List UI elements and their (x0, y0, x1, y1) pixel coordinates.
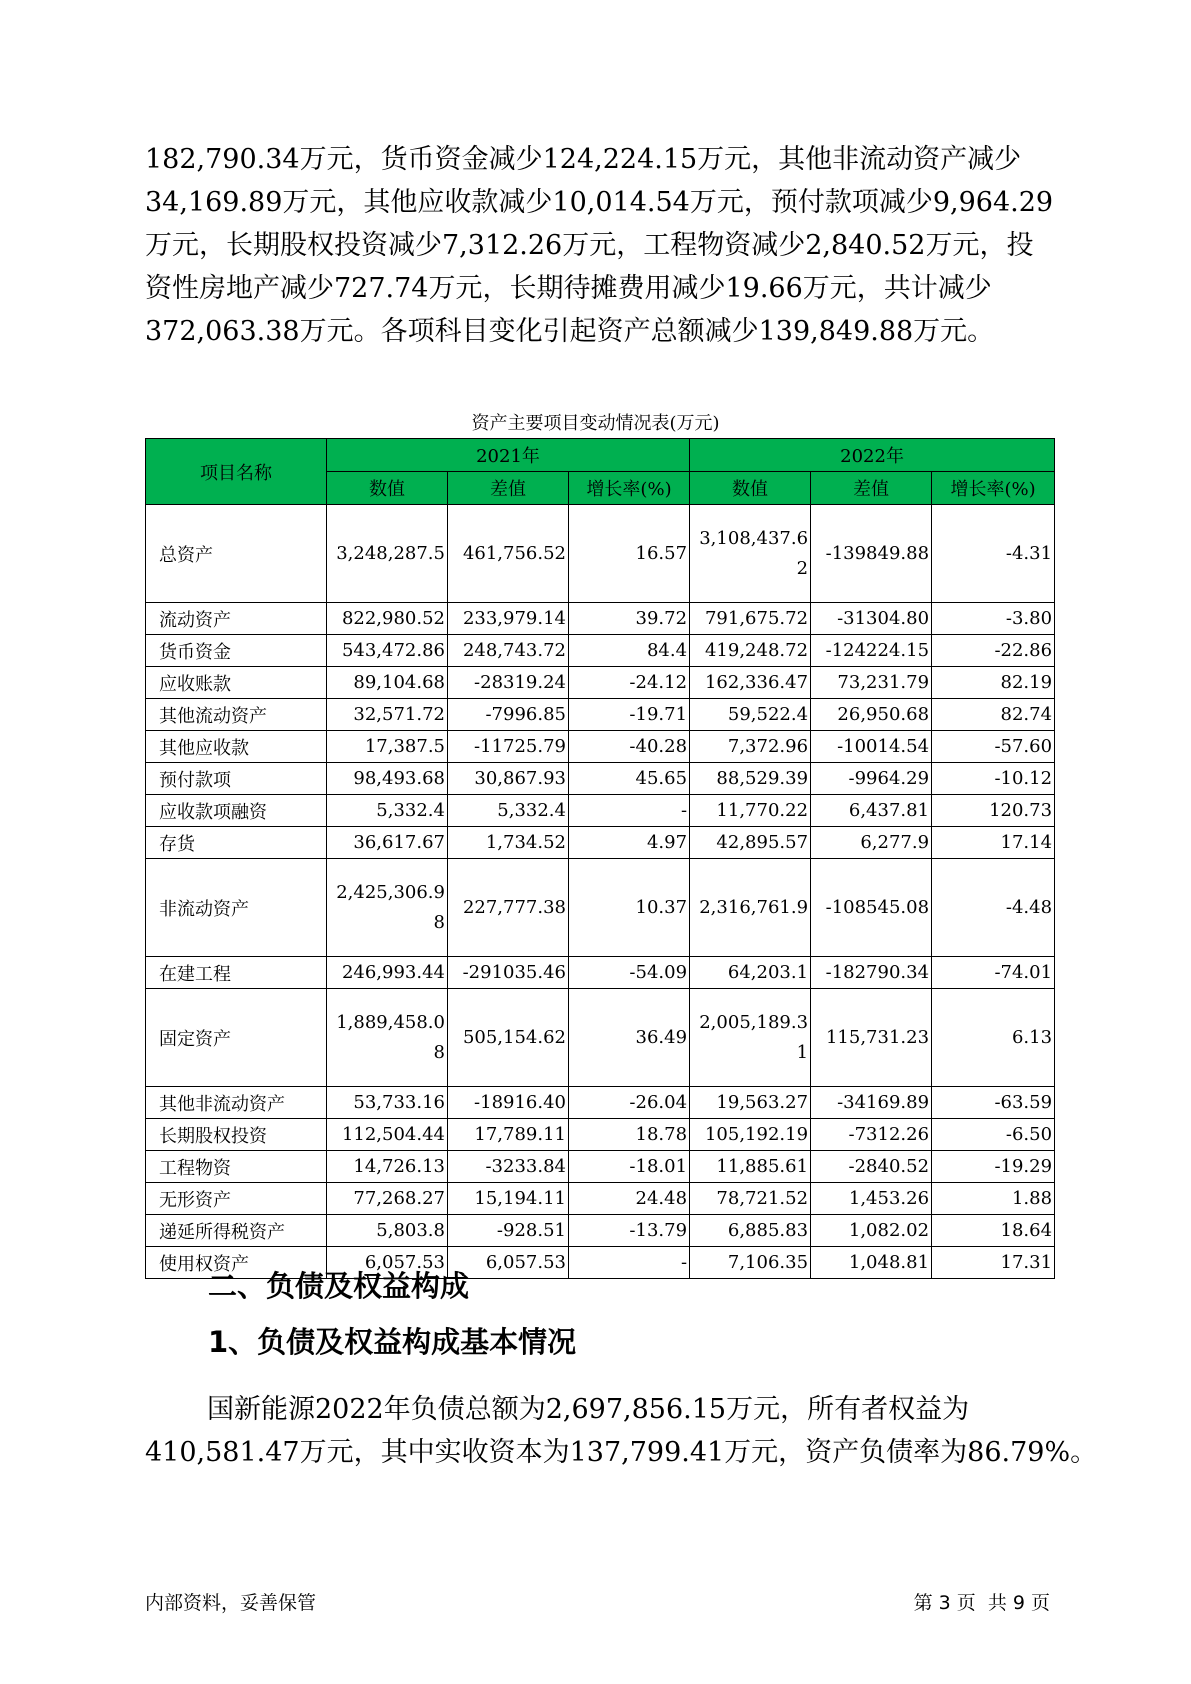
row-value-cell: -6.50 (932, 1119, 1055, 1151)
header-year-2022: 2022年 (690, 439, 1055, 472)
paragraph-line: 182,790.34万元，货币资金减少124,224.15万元，其他非流动资产减少 (145, 144, 1022, 175)
paragraph-line: 国新能源2022年负债总额为2,697,856.15万元，所有者权益为 (207, 1394, 970, 1425)
paragraph-line: 372,063.38万元。各项科目变化引起资产总额减少139,849.88万元。 (145, 316, 995, 347)
row-value-cell: 505,154.62 (448, 989, 569, 1087)
row-value-cell: 59,522.4 (690, 699, 811, 731)
table-row (146, 827, 1055, 859)
row-value-cell: -9964.29 (811, 763, 932, 795)
row-value-cell: -4.31 (932, 505, 1055, 603)
row-value-cell: -22.86 (932, 635, 1055, 667)
row-value-cell: 32,571.72 (327, 699, 448, 731)
row-value-cell: 10.37 (569, 859, 690, 957)
row-value-cell: 30,867.93 (448, 763, 569, 795)
section-heading: 二、负债及权益构成 (208, 1269, 470, 1303)
table-row (146, 1087, 1055, 1119)
row-value-cell: 5,803.8 (327, 1215, 448, 1247)
row-value-cell: 64,203.1 (690, 957, 811, 989)
row-value-cell: 822,980.52 (327, 603, 448, 635)
row-item-name: 流动资产 (146, 603, 327, 635)
table-row (146, 505, 1055, 603)
row-value-cell: 543,472.86 (327, 635, 448, 667)
row-value-cell: -3233.84 (448, 1151, 569, 1183)
header-growth-rate: 增长率(%) (569, 472, 690, 505)
row-value-cell: -7312.26 (811, 1119, 932, 1151)
row-value-cell: 461,756.52 (448, 505, 569, 603)
row-value-cell: 36.49 (569, 989, 690, 1087)
row-item-name: 总资产 (146, 505, 327, 603)
row-value-cell: 18.78 (569, 1119, 690, 1151)
table-row (146, 699, 1055, 731)
row-value-cell: -124224.15 (811, 635, 932, 667)
row-value-cell: -2840.52 (811, 1151, 932, 1183)
row-value-cell: 82.19 (932, 667, 1055, 699)
paragraph-line: 万元，长期股权投资减少7,312.26万元，工程物资减少2,840.52万元，投 (145, 230, 1034, 261)
row-value-cell: 17.14 (932, 827, 1055, 859)
row-value-cell: 77,268.27 (327, 1183, 448, 1215)
table-row (146, 859, 1055, 957)
row-value-cell: -40.28 (569, 731, 690, 763)
table-row (146, 635, 1055, 667)
row-value-cell: 82.74 (932, 699, 1055, 731)
table-row (146, 957, 1055, 989)
row-value-cell: -139849.88 (811, 505, 932, 603)
row-value-cell: -13.79 (569, 1215, 690, 1247)
row-value-cell: 105,192.19 (690, 1119, 811, 1151)
row-value-cell: -57.60 (932, 731, 1055, 763)
row-value-cell: 7,372.96 (690, 731, 811, 763)
row-item-name: 长期股权投资 (146, 1119, 327, 1151)
row-value-cell: 17,387.5 (327, 731, 448, 763)
row-item-name: 在建工程 (146, 957, 327, 989)
row-value-cell: 120.73 (932, 795, 1055, 827)
row-value-cell: 233,979.14 (448, 603, 569, 635)
row-value-cell: 36,617.67 (327, 827, 448, 859)
row-value-cell: -928.51 (448, 1215, 569, 1247)
row-item-name: 其他非流动资产 (146, 1087, 327, 1119)
table-caption: 资产主要项目变动情况表(万元) (471, 413, 720, 434)
row-value-cell: 1,889,458.08 (327, 989, 448, 1087)
header-difference: 差值 (448, 472, 569, 505)
row-value-cell: 78,721.52 (690, 1183, 811, 1215)
row-value-cell: -3.80 (932, 603, 1055, 635)
footer-page-number: 第 3 页 共 9 页 (913, 1592, 1050, 1614)
row-value-cell: 19,563.27 (690, 1087, 811, 1119)
table-row (146, 603, 1055, 635)
table-row (146, 667, 1055, 699)
row-value-cell: 11,770.22 (690, 795, 811, 827)
row-value-cell: 227,777.38 (448, 859, 569, 957)
row-value-cell: 6,057.53 (448, 1247, 569, 1279)
row-value-cell: 3,108,437.62 (690, 505, 811, 603)
row-value-cell: 6,057.53 (327, 1247, 448, 1279)
row-value-cell: 15,194.11 (448, 1183, 569, 1215)
row-value-cell: 246,993.44 (327, 957, 448, 989)
row-value-cell: 7,106.35 (690, 1247, 811, 1279)
row-value-cell: 98,493.68 (327, 763, 448, 795)
table-row (146, 1183, 1055, 1215)
table-row (146, 1215, 1055, 1247)
row-value-cell: 39.72 (569, 603, 690, 635)
row-value-cell: 791,675.72 (690, 603, 811, 635)
row-value-cell: -10014.54 (811, 731, 932, 763)
row-value-cell: 24.48 (569, 1183, 690, 1215)
row-value-cell: 5,332.4 (448, 795, 569, 827)
row-item-name: 其他应收款 (146, 731, 327, 763)
table-row (146, 795, 1055, 827)
table-row (146, 763, 1055, 795)
row-value-cell: 1,453.26 (811, 1183, 932, 1215)
row-value-cell: 6,437.81 (811, 795, 932, 827)
row-value-cell: 162,336.47 (690, 667, 811, 699)
row-value-cell: 2,425,306.98 (327, 859, 448, 957)
row-value-cell: 248,743.72 (448, 635, 569, 667)
row-value-cell: 84.4 (569, 635, 690, 667)
header-value: 数值 (327, 472, 448, 505)
row-value-cell: -26.04 (569, 1087, 690, 1119)
row-value-cell: 18.64 (932, 1215, 1055, 1247)
row-value-cell: 419,248.72 (690, 635, 811, 667)
row-value-cell: -54.09 (569, 957, 690, 989)
row-value-cell: -63.59 (932, 1087, 1055, 1119)
row-value-cell: 45.65 (569, 763, 690, 795)
header-year-2021: 2021年 (327, 439, 690, 472)
row-value-cell: -108545.08 (811, 859, 932, 957)
row-item-name: 工程物资 (146, 1151, 327, 1183)
row-value-cell: 42,895.57 (690, 827, 811, 859)
row-value-cell: -10.12 (932, 763, 1055, 795)
row-value-cell: 115,731.23 (811, 989, 932, 1087)
row-value-cell: -24.12 (569, 667, 690, 699)
row-value-cell: 1,734.52 (448, 827, 569, 859)
row-item-name: 固定资产 (146, 989, 327, 1087)
paragraph-line: 资性房地产减少727.74万元，长期待摊费用减少19.66万元，共计减少 (145, 273, 992, 304)
paragraph-asset-changes (145, 138, 1054, 353)
footer-confidential-note: 内部资料，妥善保管 (145, 1592, 317, 1614)
row-value-cell: 112,504.44 (327, 1119, 448, 1151)
row-value-cell: 73,231.79 (811, 667, 932, 699)
row-value-cell: -31304.80 (811, 603, 932, 635)
row-value-cell: 6,885.83 (690, 1215, 811, 1247)
row-value-cell: -182790.34 (811, 957, 932, 989)
row-value-cell: -4.48 (932, 859, 1055, 957)
row-value-cell: -74.01 (932, 957, 1055, 989)
row-value-cell: 88,529.39 (690, 763, 811, 795)
row-item-name: 应收款项融资 (146, 795, 327, 827)
row-value-cell: 11,885.61 (690, 1151, 811, 1183)
subsection-heading: 1、负债及权益构成基本情况 (208, 1325, 577, 1359)
row-value-cell: 26,950.68 (811, 699, 932, 731)
row-item-name: 预付款项 (146, 763, 327, 795)
row-value-cell: -18.01 (569, 1151, 690, 1183)
paragraph-liabilities (145, 1388, 1098, 1474)
row-value-cell: 2,005,189.31 (690, 989, 811, 1087)
row-item-name: 递延所得税资产 (146, 1215, 327, 1247)
row-value-cell: 6,277.9 (811, 827, 932, 859)
row-value-cell: -11725.79 (448, 731, 569, 763)
row-value-cell: -28319.24 (448, 667, 569, 699)
row-value-cell: -291035.46 (448, 957, 569, 989)
row-item-name: 存货 (146, 827, 327, 859)
row-value-cell: 89,104.68 (327, 667, 448, 699)
row-value-cell: 2,316,761.9 (690, 859, 811, 957)
row-value-cell: -7996.85 (448, 699, 569, 731)
row-item-name: 使用权资产 (146, 1247, 327, 1279)
paragraph-line: 410,581.47万元，其中实收资本为137,799.41万元，资产负债率为86.79%。 (145, 1437, 1098, 1468)
header-growth-rate: 增长率(%) (932, 472, 1055, 505)
row-item-name: 无形资产 (146, 1183, 327, 1215)
row-value-cell: -34169.89 (811, 1087, 932, 1119)
row-value-cell: 1.88 (932, 1183, 1055, 1215)
row-item-name: 货币资金 (146, 635, 327, 667)
asset-changes-table (145, 438, 1055, 1279)
row-item-name: 应收账款 (146, 667, 327, 699)
row-value-cell: 17.31 (932, 1247, 1055, 1279)
row-value-cell: - (569, 795, 690, 827)
row-value-cell: - (569, 1247, 690, 1279)
table-row (146, 989, 1055, 1087)
row-value-cell: 17,789.11 (448, 1119, 569, 1151)
table-row (146, 1119, 1055, 1151)
table-body (146, 505, 1055, 1279)
row-value-cell: 16.57 (569, 505, 690, 603)
header-value: 数值 (690, 472, 811, 505)
row-value-cell: -19.29 (932, 1151, 1055, 1183)
header-item-name: 项目名称 (146, 439, 327, 505)
row-value-cell: 1,082.02 (811, 1215, 932, 1247)
row-value-cell: 5,332.4 (327, 795, 448, 827)
row-item-name: 其他流动资产 (146, 699, 327, 731)
row-value-cell: 4.97 (569, 827, 690, 859)
row-value-cell: 6.13 (932, 989, 1055, 1087)
row-value-cell: 53,733.16 (327, 1087, 448, 1119)
row-value-cell: 14,726.13 (327, 1151, 448, 1183)
table-row (146, 1151, 1055, 1183)
row-value-cell: 1,048.81 (811, 1247, 932, 1279)
table-row (146, 731, 1055, 763)
paragraph-line: 34,169.89万元，其他应收款减少10,014.54万元，预付款项减少9,964.29 (145, 187, 1054, 218)
row-value-cell: 3,248,287.5 (327, 505, 448, 603)
row-value-cell: -18916.40 (448, 1087, 569, 1119)
row-item-name: 非流动资产 (146, 859, 327, 957)
header-difference: 差值 (811, 472, 932, 505)
row-value-cell: -19.71 (569, 699, 690, 731)
